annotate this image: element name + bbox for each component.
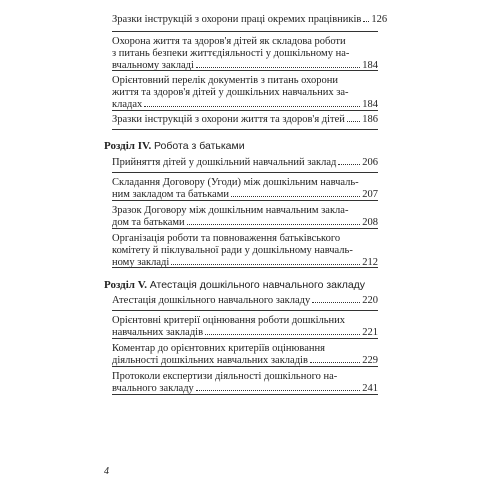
toc-entry[interactable]: [112, 114, 378, 126]
dot-leader: [338, 164, 360, 165]
toc-entry[interactable]: [112, 205, 378, 229]
toc-entry-title: ним закладом та батьками: [112, 189, 229, 200]
toc-page-number: 212: [362, 257, 378, 268]
toc-entry-title: дом та батьками: [112, 217, 185, 228]
toc-page-number: 221: [362, 327, 378, 338]
entry-divider: [112, 228, 378, 229]
toc-entry-title: Орієнтовний перелік документів з питань охорони: [112, 75, 339, 86]
toc-entry[interactable]: [112, 233, 378, 269]
toc-entry-title: з питань безпеки життєдіяльності у дошкільному на-: [112, 48, 350, 59]
dot-leader: [231, 196, 360, 197]
entry-divider: [112, 200, 378, 201]
toc-entry[interactable]: [112, 371, 378, 395]
entry-divider: [112, 70, 378, 71]
toc-entry-title: Атестація дошкільного навчального закладу: [112, 295, 311, 306]
toc-entry-title: Складання Договору (Угоди) між дошкільним навчаль-: [112, 177, 359, 188]
toc-page-number: 184: [362, 99, 378, 110]
toc-entry-title: життя та здоров'я дітей у дошкільних навчальних за-: [112, 87, 349, 98]
toc-page-number: 126: [371, 14, 388, 25]
toc-page-number: 220: [362, 295, 378, 306]
toc-entry[interactable]: [112, 14, 388, 26]
toc-entry-title: вчальному закладі: [112, 60, 194, 71]
toc-entry[interactable]: [112, 343, 378, 367]
toc-entry-title: Охорона життя та здоров'я дітей як складова роботи: [112, 36, 346, 47]
toc-entry[interactable]: [112, 315, 378, 339]
dot-leader: [196, 67, 360, 68]
toc-entry-title: Коментар до орієнтовних критеріїв оцінювання: [112, 343, 325, 354]
dot-leader: [187, 224, 361, 225]
toc-page-number: 229: [362, 355, 378, 366]
toc-entry-title: Зразок Договору між дошкільним навчальним закла-: [112, 205, 349, 216]
dot-leader: [310, 362, 360, 363]
toc-page-number: 207: [362, 189, 378, 200]
toc-entry[interactable]: [112, 177, 378, 201]
toc-page-number: 184: [362, 60, 378, 71]
entry-divider: [112, 394, 378, 395]
entry-divider: [112, 172, 378, 173]
entry-divider: [112, 310, 378, 311]
toc-entry[interactable]: [112, 36, 378, 72]
section-label: Розділ IV.: [104, 140, 152, 152]
dot-leader: [205, 334, 360, 335]
page-number: 4: [104, 466, 109, 477]
dot-leader: [347, 121, 360, 122]
entry-divider: [112, 31, 378, 32]
toc-entry[interactable]: [112, 75, 378, 111]
entry-divider: [112, 338, 378, 339]
dot-leader: [144, 106, 360, 107]
toc-entry-title: діяльності дошкільних навчальних закладів: [112, 355, 308, 366]
toc-entry-title: Протоколи експертизи діяльності дошкільного на-: [112, 371, 338, 382]
toc-entry[interactable]: [112, 157, 378, 169]
toc-entry-title: комітету й піклувальної ради у дошкільному навчаль-: [112, 245, 353, 256]
toc-entry-title: Орієнтовні критерії оцінювання роботи дошкільних: [112, 315, 346, 326]
section-heading: [104, 140, 245, 153]
toc-page-number: 206: [362, 157, 378, 168]
toc-entry-title: Прийняття дітей у дошкільний навчальний заклад: [112, 157, 337, 168]
dot-leader: [196, 390, 360, 391]
toc-entry-title: Організація роботи та повноваження батьківського: [112, 233, 341, 244]
section-title: Атестація дошкільного навчального закладу: [149, 279, 366, 291]
dot-leader: [171, 264, 360, 265]
toc-entry[interactable]: [112, 295, 378, 307]
entry-divider: [112, 267, 378, 268]
toc-page-number: 208: [362, 217, 378, 228]
toc-entry-title: Зразки інструкцій з охорони життя та здоров'я дітей: [112, 114, 345, 125]
toc-entry-title: ному закладі: [112, 257, 170, 268]
dot-leader: [363, 21, 369, 22]
section-label: Розділ V.: [104, 279, 147, 291]
toc-entry-title: Зразки інструкцій з охорони праці окремих працівників: [112, 14, 362, 25]
section-title: Робота з батьками: [154, 140, 245, 152]
toc-entry-title: навчальних закладів: [112, 327, 204, 338]
section-heading: [104, 279, 365, 292]
toc-page-number: 241: [362, 383, 378, 394]
entry-divider: [112, 366, 378, 367]
toc-entry-title: вчального закладу: [112, 383, 194, 394]
toc-page-number: 186: [362, 114, 378, 125]
dot-leader: [312, 302, 360, 303]
entry-divider: [112, 129, 378, 130]
entry-divider: [112, 110, 378, 111]
toc-entry-title: кладах: [112, 99, 143, 110]
